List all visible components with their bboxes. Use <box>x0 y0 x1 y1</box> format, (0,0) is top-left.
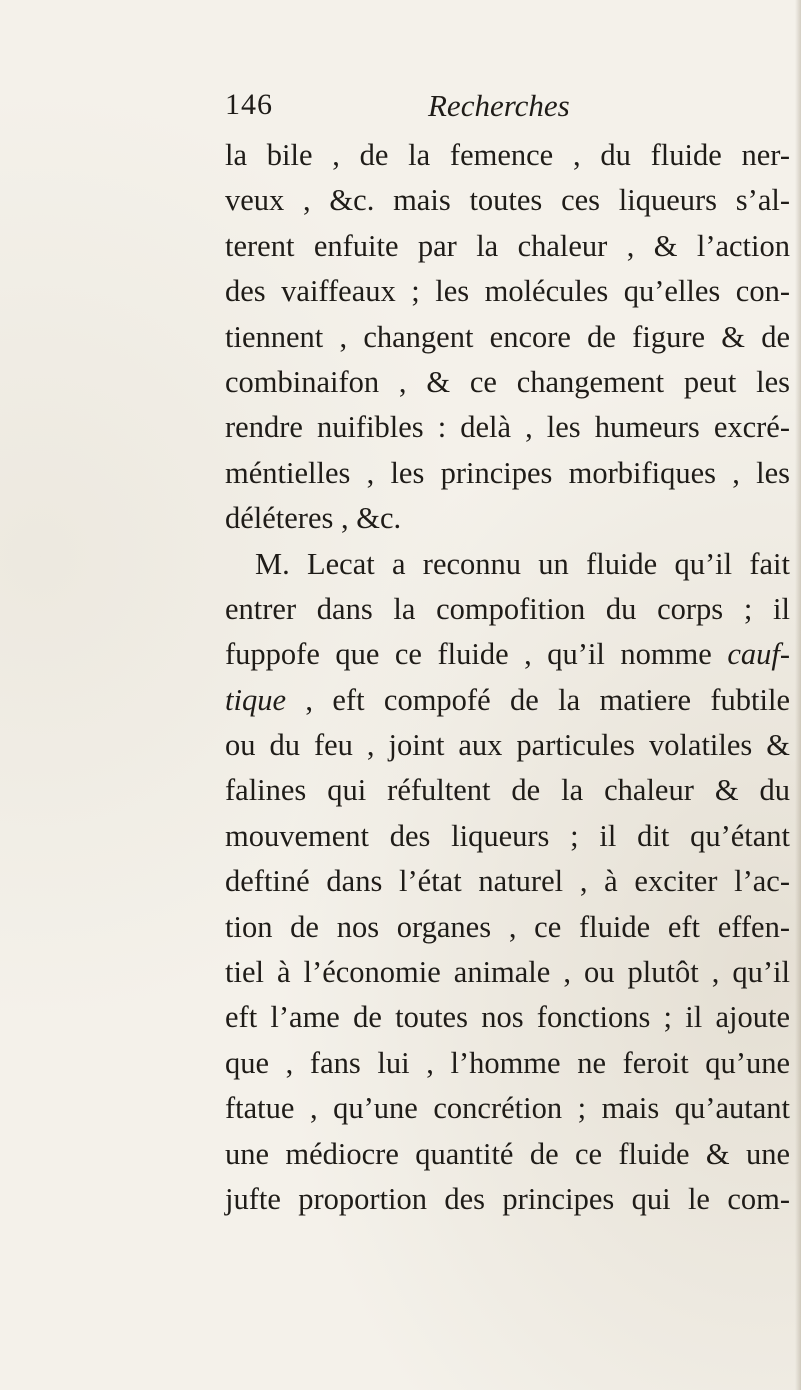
paragraph-end-line: déléteres , &c. <box>225 501 402 536</box>
text-line <box>225 632 790 677</box>
body-text <box>225 133 790 1222</box>
text-line-segment: fuppofe que ce fluide , qu’il nomme cauf- <box>225 637 790 672</box>
text-line: combinaifon , & ce changement peut les <box>225 364 790 399</box>
text-line: deftiné dans l’état naturel , à exciter l’ac- <box>225 864 790 899</box>
page-edge-shadow <box>795 0 801 1390</box>
text-line: la bile , de la femence , du fluide ner- <box>225 138 790 172</box>
page-header <box>225 88 705 128</box>
text-line: tiennent , changent encore de figure & de <box>225 319 790 354</box>
paragraph-start-line: M. Lecat a reconnu un fluide qu’il fait <box>255 546 790 581</box>
text-line: que , fans lui , l’homme ne feroit qu’une <box>225 1045 790 1080</box>
text-line: entrer dans la compofition du corps ; il <box>225 591 790 626</box>
text-line: une médiocre quantité de ce fluide & une <box>225 1136 790 1171</box>
text-line: tique , eft compofé de la matiere fubtile <box>225 682 790 717</box>
text-line: veux , &c. mais toutes ces liqueurs s’al- <box>225 183 790 218</box>
text-line: ou du feu , joint aux particules volatiles & <box>225 728 790 763</box>
text-line: terent enfuite par la chaleur , & l’action <box>225 228 790 263</box>
text-line: tion de nos organes , ce fluide eft effen- <box>225 909 790 944</box>
text-line: falines qui réfultent de la chaleur & du <box>225 773 790 808</box>
text-line: des vaiffeaux ; les molécules qu’elles con- <box>225 274 790 309</box>
text-line: méntielles , les principes morbifiques , les <box>225 455 790 490</box>
text-line: ftatue , qu’une concrétion ; mais qu’autant <box>225 1091 790 1126</box>
text-line: jufte proportion des principes qui le com- <box>225 1181 790 1216</box>
text-line: eft l’ame de toutes nos fonctions ; il ajoute <box>225 1000 790 1035</box>
text-line: rendre nuifibles : delà , les humeurs excré- <box>225 410 790 445</box>
text-line: tiel à l’économie animale , ou plutôt , qu’il <box>225 955 790 990</box>
running-title: Recherches <box>428 88 570 123</box>
text-line: mouvement des liqueurs ; il dit qu’étant <box>225 818 790 853</box>
page-number: 146 <box>225 88 273 121</box>
